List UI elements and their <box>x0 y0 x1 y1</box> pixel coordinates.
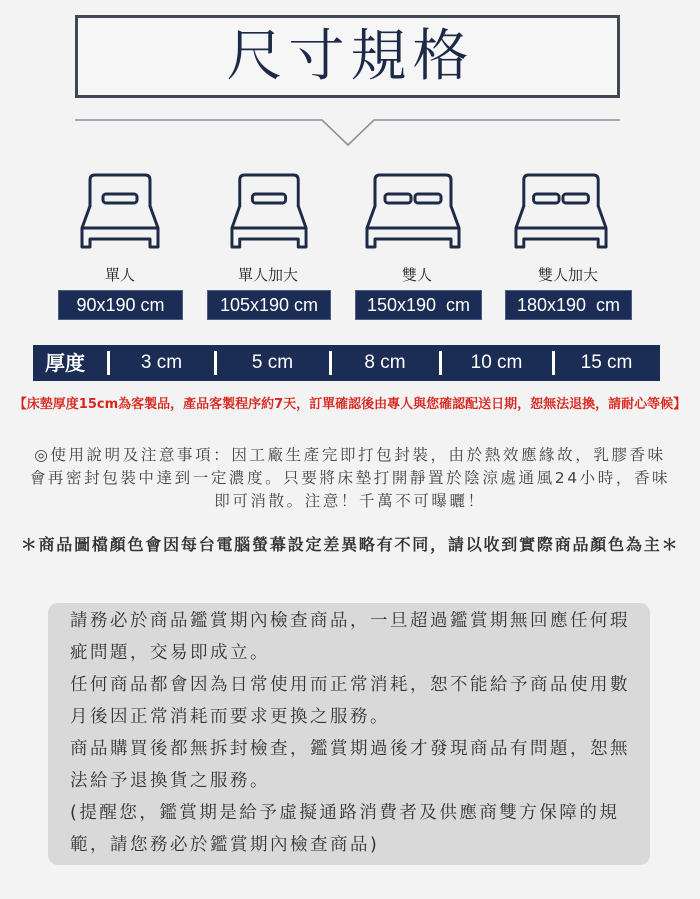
bed-base <box>367 228 459 247</box>
pillow <box>103 194 137 203</box>
single-bed-icon <box>80 172 160 250</box>
usage-note-line: 會再密封包裝中達到一定濃度。只要將床墊打開靜置於陰涼處通風24小時，香味 <box>29 469 671 487</box>
notice-line: 月後因正常消耗而要求更換之服務。 <box>70 707 390 727</box>
bed-label-single-extra: 單人加大 <box>237 266 298 284</box>
size-box-double: 150x190 cm <box>355 290 482 320</box>
headboard <box>240 175 299 206</box>
notice-line: 請務必於商品鑑賞期內檢查商品，一旦超過鑑賞期無回應任何瑕 <box>70 611 630 631</box>
mattress <box>516 206 606 228</box>
pillow <box>252 194 285 203</box>
divider-line <box>75 120 620 145</box>
thickness-bar <box>33 345 660 381</box>
size-box-single: 90x190 cm <box>58 290 183 320</box>
double-bed-icon <box>514 172 608 250</box>
thickness-option: 10 cm <box>440 345 553 381</box>
mattress <box>367 206 459 228</box>
page-title: 尺寸規格 <box>226 24 475 89</box>
notice-line: (提醒您，鑑賞期是給予虛擬通路消費者及供應商雙方保障的規 <box>70 803 620 823</box>
pillow <box>563 194 588 203</box>
thickness-option: 15 cm <box>553 345 660 381</box>
mattress <box>232 206 306 228</box>
mattress <box>82 206 158 228</box>
notice-line: 法給予退換貨之服務。 <box>70 771 270 791</box>
size-box-double-extra: 180x190 cm <box>505 290 632 320</box>
single-bed-icon <box>230 172 308 250</box>
bed-label-double: 雙人 <box>401 266 432 284</box>
usage-notes <box>0 444 700 513</box>
thickness-option: 3 cm <box>108 345 215 381</box>
bed-label-double-extra: 雙人加大 <box>537 266 598 284</box>
pillow <box>415 194 441 203</box>
usage-note-line: ◎使用說明及注意事項：因工廠生產完即打包封裝，由於熱效應緣故，乳膠香味 <box>34 446 666 464</box>
chevron-divider <box>70 115 630 151</box>
notice-line: 疵問題，交易即成立。 <box>70 643 270 663</box>
pillow <box>385 194 411 203</box>
title-box <box>75 15 620 98</box>
inspection-notice-box <box>48 603 650 865</box>
bed-base <box>232 228 306 247</box>
size-box-single-extra: 105x190 cm <box>207 290 331 320</box>
usage-note-line: 即可消散。注意！千萬不可曝曬！ <box>214 492 486 510</box>
thickness-option: 8 cm <box>330 345 440 381</box>
notice-line: 商品購買後都無拆封檢查，鑑賞期過後才發現商品有問題，恕無 <box>70 739 630 759</box>
thickness-label: 厚度 <box>45 351 85 375</box>
notice-line: 範，請您務必於鑑賞期內檢查商品) <box>70 835 380 855</box>
bed-base <box>516 228 606 247</box>
color-disclaimer: ＊商品圖檔顏色會因每台電腦螢幕設定差異略有不同，請以收到實際商品顏色為主＊ <box>20 535 680 554</box>
custom-order-note: 【床墊厚度15cm為客製品，產品客製程序約7天，訂單確認後由專人與您確認配送日期，恕無法退換，請耐心等候】 <box>13 397 687 412</box>
double-bed-icon <box>365 172 461 250</box>
bed-label-single: 單人 <box>104 266 135 284</box>
pillow <box>534 194 559 203</box>
notice-line: 任何商品都會因為日常使用而正常消耗，恕不能給予商品使用數 <box>70 675 630 695</box>
headboard <box>90 175 150 206</box>
thickness-option: 5 cm <box>215 345 330 381</box>
bed-base <box>82 228 158 247</box>
